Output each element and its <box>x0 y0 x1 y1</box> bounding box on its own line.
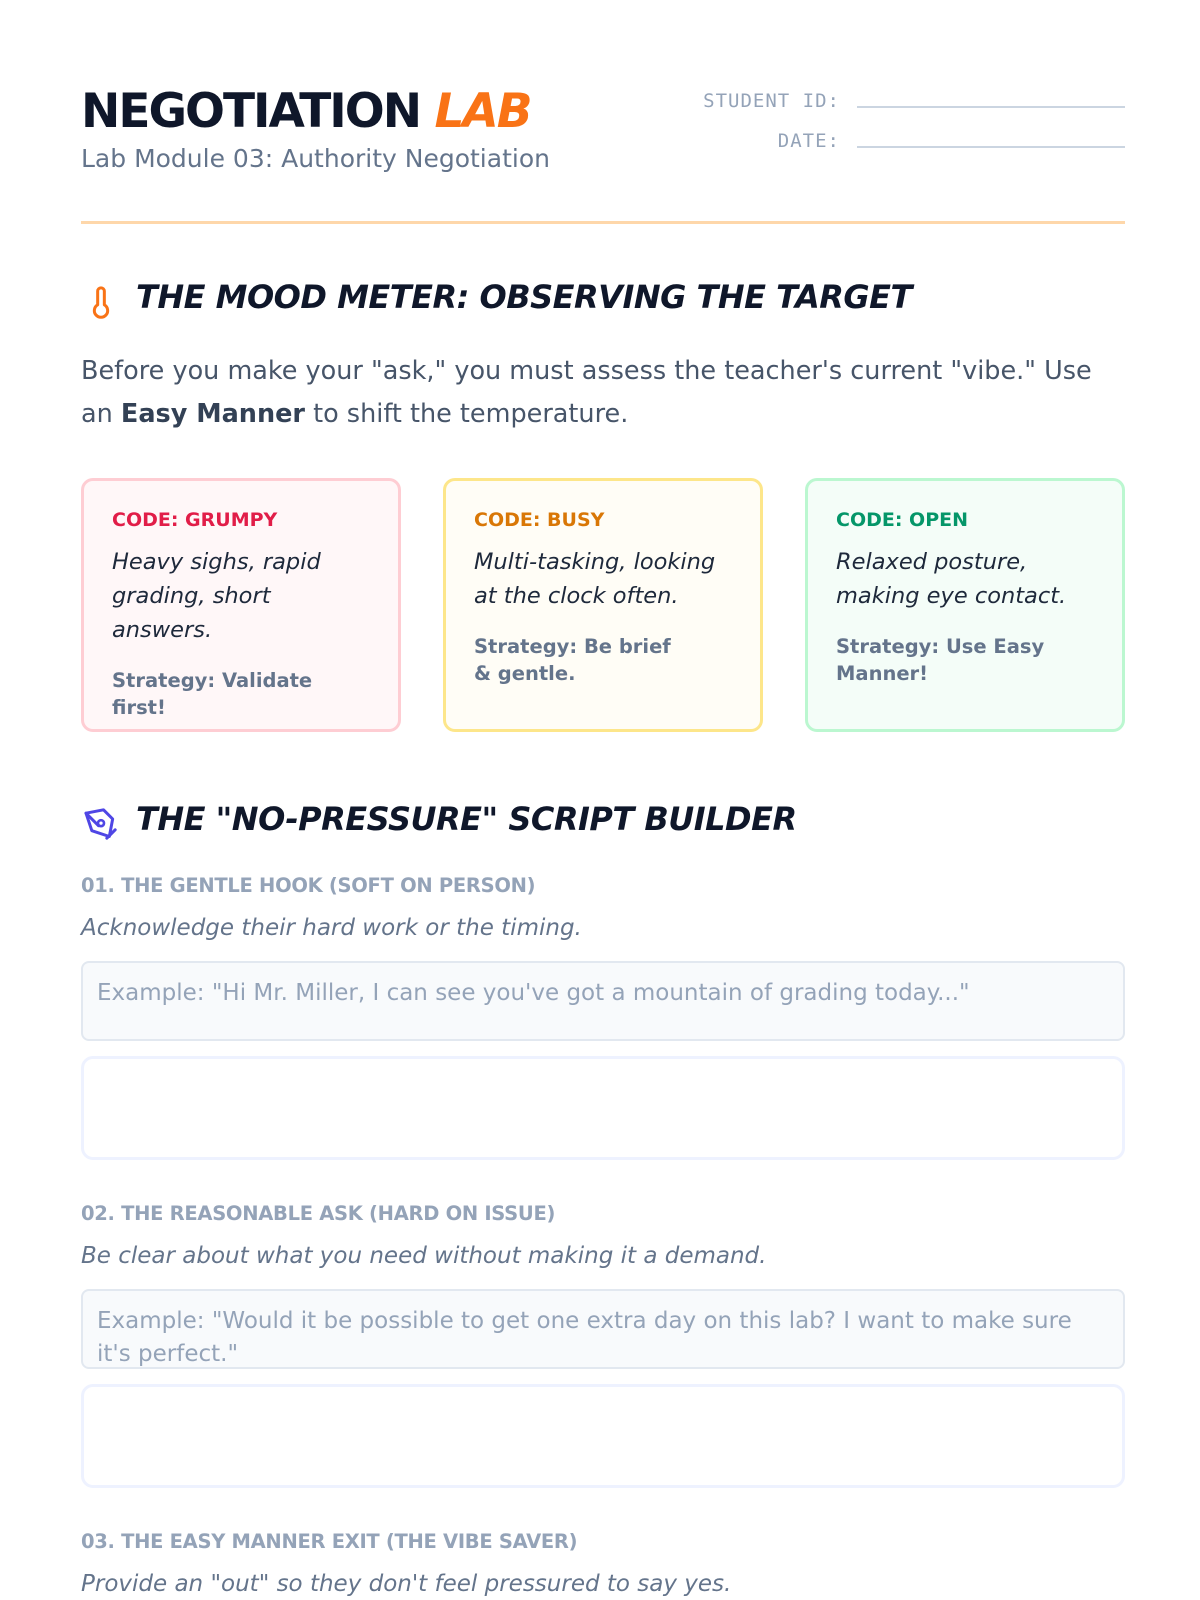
worksheet-page <box>81 0 1125 1600</box>
step-1-hint: Acknowledge their hard work or the timing. <box>81 915 582 941</box>
card-strategy: Strategy: Use Easy Manner! <box>836 635 1045 685</box>
card-description: Heavy sighs, rapid grading, short answers. <box>112 549 321 643</box>
step-3-label: 03. THE EASY MANNER EXIT (THE VIBE SAVER) <box>81 1530 578 1553</box>
mood-card-open <box>805 478 1125 732</box>
card-description: Relaxed posture, making eye contact. <box>836 549 1067 609</box>
header-divider <box>81 221 1125 224</box>
script-builder-title: THE "NO-PRESSURE" SCRIPT BUILDER <box>136 800 797 838</box>
card-strategy: Strategy: Be brief & gentle. <box>474 635 671 685</box>
date-row <box>695 124 1125 164</box>
mood-meter-intro <box>81 350 1125 436</box>
mood-card-grumpy <box>81 478 401 732</box>
intro-text-start: Before you make your "ask," you must assess the teacher's current "vibe." Use an <box>81 356 1092 429</box>
student-id-label: STUDENT ID: <box>703 90 840 112</box>
mood-card-busy <box>443 478 763 732</box>
title-main: NEGOTIATION <box>81 84 421 139</box>
pen-tool-icon <box>81 804 121 844</box>
step-2-hint: Be clear about what you need without making it a demand. <box>81 1243 767 1269</box>
title-accent: LAB <box>434 84 531 139</box>
page-title <box>81 84 531 140</box>
student-id-row <box>695 84 1125 124</box>
thermometer-icon <box>81 282 121 322</box>
step-1-label: 01. THE GENTLE HOOK (SOFT ON PERSON) <box>81 874 536 897</box>
card-code: CODE: GRUMPY <box>112 509 278 531</box>
intro-text-end: to shift the temperature. <box>304 399 629 429</box>
mood-cards <box>81 478 1125 732</box>
intro-bold: Easy Manner <box>120 399 305 429</box>
card-code: CODE: OPEN <box>836 509 969 531</box>
step-2-example: Example: "Would it be possible to get one extra day on this lab? I want to make sure it's perfect." <box>81 1289 1125 1369</box>
step-1-answer-box[interactable] <box>81 1056 1125 1160</box>
card-strategy: Strategy: Validate first! <box>112 669 313 719</box>
step-3-hint: Provide an "out" so they don't feel pressured to say yes. <box>81 1571 732 1597</box>
script-builder-heading <box>81 800 1125 844</box>
page-subtitle: Lab Module 03: Authority Negotiation <box>81 144 550 173</box>
date-line[interactable] <box>857 146 1125 148</box>
step-2-answer-box[interactable] <box>81 1384 1125 1488</box>
step-1-example: Example: "Hi Mr. Miller, I can see you've got a mountain of grading today..." <box>81 961 1125 1041</box>
date-label: DATE: <box>777 130 840 152</box>
mood-meter-title: THE MOOD METER: OBSERVING THE TARGET <box>136 278 912 316</box>
student-id-line[interactable] <box>857 106 1125 108</box>
step-2-label: 02. THE REASONABLE ASK (HARD ON ISSUE) <box>81 1202 556 1225</box>
card-code: CODE: BUSY <box>474 509 605 531</box>
student-meta <box>695 84 1125 164</box>
mood-meter-heading <box>81 278 1125 322</box>
worksheet-header <box>81 84 1125 224</box>
card-description: Multi-tasking, looking at the clock often. <box>474 549 716 609</box>
